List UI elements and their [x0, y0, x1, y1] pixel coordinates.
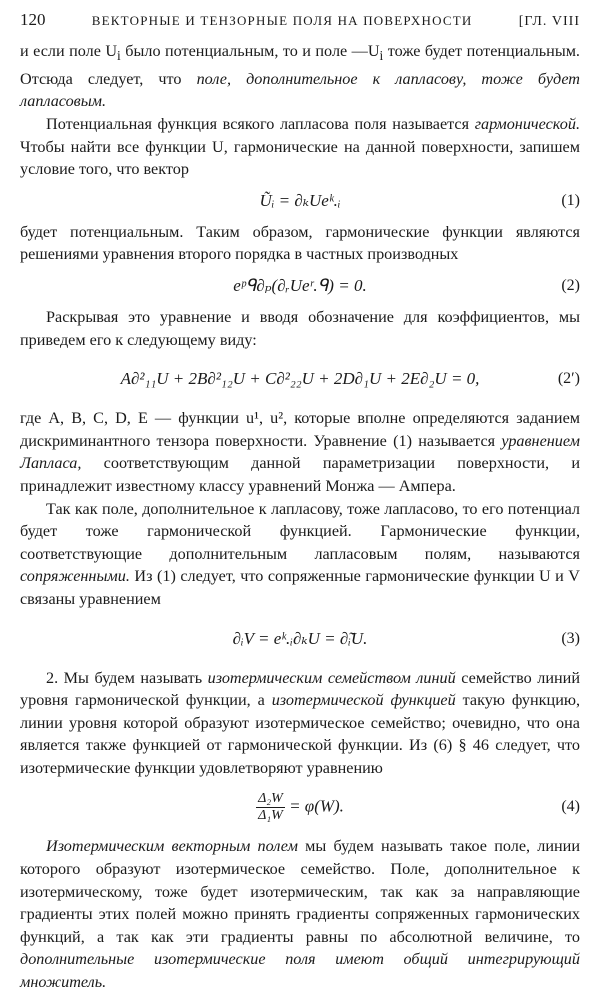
- paragraph-6: Так как поле, дополнительное к лапласову, тоже лапласово, то его потенциал будет тоже гармонической функцией. Гармонические функции, соответствующие дополнительным лапласовым полям, называются сопряженными. Из (1) следует, что сопряженные гармонические функции U и V связаны уравнением: [20, 499, 580, 608]
- paragraph-5: где A, B, C, D, E — функции u¹, u², которые вполне определяются заданием дискриминантного тензора поверхности. Уравнение (1) называется уравнением Лапласа, соответствующим данной параметризации поверхности, и принадлежит известному классу уравнений Монжа — Ампера.: [20, 409, 580, 495]
- paragraph-1: и если поле $U_i$ было потенциальным, то и поле $—U_i$ тоже будет потенциальным. Отсюда следует, что поле, дополнительное к лапласову, тоже будет лапласовым.: [20, 42, 581, 111]
- page-header: [20, 10, 580, 40]
- equation-number: (2): [561, 276, 580, 294]
- paragraph-8: Изотермическим векторным полем мы будем называть такое поле, линии которого образуют изотермическое семейство. Поле, дополнительное к изотермическому, тоже будет изотермическим, так как за направляющие градиенты этих полей можно принять градиенты сопряженных гармонических функций, а так как эти градиенты равны по абсолютной величине, то дополнительные изотермические поля имеют общий интегрирующий множитель.: [20, 837, 580, 992]
- equation-1: Ũᵢ = ∂ₖUeᵏ.ᵢ (1): [259, 190, 580, 210]
- equation-number: (4): [561, 798, 580, 816]
- paragraph-4: Раскрывая это уравнение и вводя обозначение для коэффициентов, мы приведем его к следующему виду:: [20, 307, 580, 349]
- equation-number: (3): [561, 629, 580, 647]
- chapter-label: [ГЛ. VIII: [518, 14, 580, 29]
- paragraph-7: 2. Мы будем называть изотермическим семейством линий семейство линий уровня гармонической функции, а изотермической функцией такую функцию, линии уровня которой образуют изотермическое семейство; очевидно, что она является также функцией от гармонической функции. Из (6) § 46 следует, что изотермические функции удовлетворяют уравнению: [20, 668, 581, 777]
- equation-2: eᵖᑫ∂ₚ(∂ᵣUeʳ.ᑫ) = 0. (2): [233, 275, 580, 295]
- running-title: ВЕКТОРНЫЕ И ТЕНЗОРНЫЕ ПОЛЯ НА ПОВЕРХНОСТИ: [91, 13, 473, 28]
- fraction: $\frac{\text{Δ₂W}}{\text{Δ₁W}}$: [258, 790, 283, 823]
- page-number: 120: [20, 10, 46, 29]
- equation-number: (1): [561, 191, 580, 209]
- paragraph-3: будет потенциальным. Таким образом, гармонические функции являются решениями уравнения второго порядка в частных производных: [20, 222, 580, 264]
- equation-number: (2′): [557, 370, 580, 388]
- equation-4: $\frac{\text{Δ₂W}}{\text{Δ₁W}}$ = φ(W). (4): [258, 790, 580, 823]
- equation-2-prime: A∂²₁₁U + 2B∂²₁₂U + C∂²₂₂U + 2D∂₁U + 2E∂₂U = 0, (2′): [120, 369, 580, 389]
- equation-3: ∂ᵢV = eᵏ.ᵢ∂ₖU = ∂̃ᵢU. (3): [232, 628, 580, 648]
- paragraph-2: Потенциальная функция всякого лапласова поля называется гармонической. Чтобы найти все функции U, гармонические на данной поверхности, запишем условие того, что вектор: [20, 115, 580, 179]
